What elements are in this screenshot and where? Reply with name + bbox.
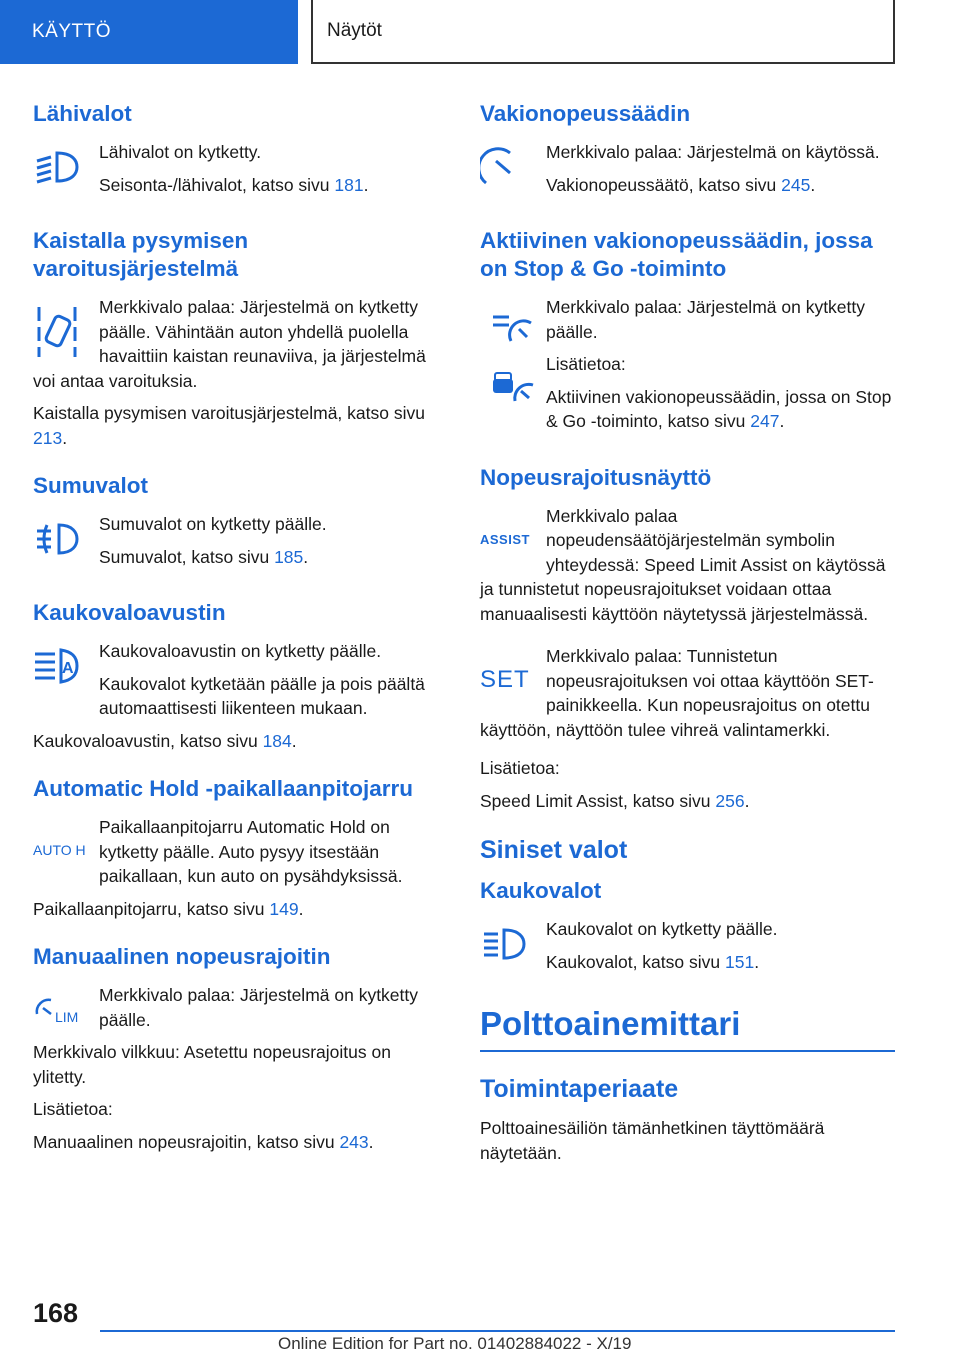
kauko-ref-text bbox=[33, 729, 447, 754]
kaista-text: Merkkivalo palaa: Järjestelmä on kytketty päälle. Vähintään auton yhdellä puolella havaittiin kaistan reunaviiva, ja järjestelmä voi antaa varoituksia. bbox=[33, 297, 426, 391]
lahivalot-text: Lähivalot on kytketty. bbox=[99, 142, 262, 162]
hold-text: Paikallaanpitojarru Automatic Hold on kytketty päälle. Auto pysyy itsestään paikallaan, kun auto on pysähdyksissä. bbox=[99, 817, 403, 886]
ref-end: . bbox=[744, 790, 750, 811]
page-link-243[interactable]: 243 bbox=[339, 1131, 369, 1152]
assist-icon bbox=[480, 504, 546, 576]
lane-departure-icon bbox=[33, 295, 99, 367]
page-link-184[interactable]: 184 bbox=[262, 730, 292, 751]
entry-vakio bbox=[480, 140, 895, 205]
section-hold bbox=[33, 775, 447, 921]
manual-text-3: Lisätietoa: bbox=[33, 1099, 113, 1119]
page-link-256[interactable]: 256 bbox=[715, 790, 745, 811]
kaukovalot-ref-text bbox=[546, 950, 895, 975]
ref-end: . bbox=[303, 546, 309, 567]
kaukovalot-text: Kaukovalot on kytketty päälle. bbox=[546, 919, 778, 939]
polttoaine-text: Polttoainesäiliön tämänhetkinen täyttömäärä näytetään. bbox=[480, 1118, 825, 1163]
heading-sumu: Sumuvalot bbox=[33, 473, 149, 498]
section-manual bbox=[33, 943, 447, 1154]
manual-text-2: Merkkivalo vilkkuu: Asetettu nopeusrajoitus on ylitetty. bbox=[33, 1042, 391, 1087]
ref-end: . bbox=[368, 1131, 374, 1152]
hold-ref-text bbox=[33, 897, 447, 922]
entry-kaukovalot bbox=[480, 917, 895, 982]
page-link-245[interactable]: 245 bbox=[781, 174, 811, 195]
svg-text:A: A bbox=[62, 660, 74, 677]
ref-label: Aktiivinen vakionopeussäädin, jossa on Stop & Go -toiminto, katso sivu bbox=[546, 386, 892, 431]
acc-ref-text bbox=[546, 385, 895, 434]
acc-text-2: Lisätietoa: bbox=[546, 354, 626, 374]
set-label: SET bbox=[480, 666, 530, 693]
kauko-text: Kaukovaloavustin on kytketty päälle. bbox=[99, 641, 382, 661]
ref-label: Paikallaanpitojarru, katso sivu bbox=[33, 898, 270, 919]
ref-label: Kaistalla pysymisen varoitusjärjestelmä, katso sivu bbox=[33, 403, 425, 423]
acc-distance-icon bbox=[489, 305, 537, 345]
sumu-text: Sumuvalot on kytketty päälle. bbox=[99, 514, 327, 534]
page-header bbox=[0, 0, 960, 66]
section-tab: Näytöt bbox=[311, 0, 895, 64]
vakio-ref-text bbox=[546, 173, 895, 198]
section-kaista bbox=[33, 227, 447, 450]
entry-assist bbox=[480, 504, 895, 627]
ref-end: . bbox=[779, 411, 785, 431]
entry-lahivalot bbox=[33, 140, 447, 205]
left-column bbox=[33, 100, 447, 1176]
fog-light-icon bbox=[33, 512, 99, 566]
page-link-151[interactable]: 151 bbox=[724, 951, 755, 972]
heading-kaista: Kaistalla pysymisen varoitusjärjestelmä bbox=[33, 228, 249, 281]
page-link-185[interactable]: 185 bbox=[274, 546, 304, 567]
heading-toimintaperiaate: Toimintaperiaate bbox=[480, 1075, 679, 1103]
heading-siniset: Siniset valot bbox=[480, 836, 628, 864]
sumu-ref-text bbox=[99, 545, 447, 570]
section-siniset bbox=[480, 835, 895, 982]
page-link-247[interactable]: 247 bbox=[750, 411, 780, 431]
high-beam-icon bbox=[480, 917, 546, 971]
chapter-tab: KÄYTTÖ bbox=[0, 0, 298, 64]
heading-polttoaine: Polttoainemittari bbox=[480, 1004, 895, 1052]
speed-limiter-icon bbox=[33, 983, 99, 1037]
vakio-text: Merkkivalo palaa: Järjestelmä on käytössä. bbox=[546, 142, 880, 162]
manual-ref-text bbox=[33, 1130, 447, 1155]
ref-label: Seisonta-/lähivalot, katso sivu bbox=[99, 174, 335, 195]
acc-icons bbox=[480, 295, 546, 415]
acc-text: Merkkivalo palaa: Järjestelmä on kytketty päälle. bbox=[546, 297, 866, 342]
low-beam-icon bbox=[33, 140, 99, 194]
entry-sumu bbox=[33, 512, 447, 577]
section-acc bbox=[480, 227, 895, 442]
lim-label: LIM bbox=[55, 1009, 79, 1025]
page-number: 168 bbox=[33, 1298, 79, 1328]
heading-kaukovalot: Kaukovalot bbox=[480, 878, 602, 903]
acc-car-icon bbox=[489, 365, 537, 405]
heading-vakio: Vakionopeussäädin bbox=[480, 101, 691, 126]
heading-hold: Automatic Hold -paikallaanpitojarru bbox=[33, 776, 414, 801]
rajoitus-ref-text bbox=[480, 789, 895, 814]
rajoitus-text-2: Merkkivalo palaa: Tunnistetun nopeusrajoituksen voi ottaa käyttöön SET-painikkeella. Kun nopeusrajoitus on otettu käyttöön, näyttöön tulee vihreä valintamerkki. bbox=[480, 646, 874, 740]
section-sumu bbox=[33, 472, 447, 577]
rajoitus-text: Merkkivalo palaa nopeudensäätöjärjestelmän symbolin yhteydessä: Speed Limit Assist on käytössä ja tunnistetut nopeusrajoitukset voidaan ottaa manuaalisesti käyttöön näytetyssä järjestelmässä. bbox=[480, 505, 886, 624]
section-rajoitus bbox=[480, 464, 895, 814]
manual-text: Merkkivalo palaa: Järjestelmä on kytketty päälle. bbox=[99, 985, 419, 1030]
kaista-ref-text bbox=[33, 401, 447, 450]
section-kaukovaloavustin bbox=[33, 599, 447, 753]
right-column bbox=[480, 100, 895, 1187]
entry-acc bbox=[480, 295, 895, 442]
heading-lahivalot: Lähivalot bbox=[33, 101, 132, 126]
kauko-text-2: Kaukovalot kytketään päälle ja pois päältä automaattisesti liikenteen mukaan. bbox=[99, 673, 425, 718]
entry-manual bbox=[33, 983, 447, 1154]
heading-rajoitus: Nopeusrajoitusnäyttö bbox=[480, 464, 712, 490]
ref-label: Kaukovaloavustin, katso sivu bbox=[33, 730, 263, 751]
ref-label: Sumuvalot, katso sivu bbox=[99, 546, 275, 567]
assist-label: ASSIST bbox=[480, 532, 530, 547]
ref-end: . bbox=[291, 730, 297, 751]
section-lahivalot bbox=[33, 100, 447, 205]
ref-end: . bbox=[810, 174, 816, 195]
ref-end: . bbox=[298, 898, 304, 919]
ref-end: . bbox=[363, 174, 369, 195]
ref-end: . bbox=[62, 427, 68, 448]
ref-label: Vakionopeussäätö, katso sivu bbox=[546, 174, 782, 195]
page-link-149[interactable]: 149 bbox=[269, 898, 299, 919]
lahivalot-ref-text bbox=[99, 173, 447, 198]
ref-label: Kaukovalot, katso sivu bbox=[546, 951, 725, 972]
entry-hold bbox=[33, 815, 447, 921]
rajoitus-text-3: Lisätietoa: bbox=[480, 758, 560, 778]
footer-divider bbox=[100, 1330, 895, 1332]
auto-hold-icon bbox=[33, 815, 99, 885]
ref-end: . bbox=[754, 951, 760, 972]
ref-label: Manuaalinen nopeusrajoitin, katso sivu bbox=[33, 1131, 340, 1152]
page-link-181[interactable]: 181 bbox=[334, 174, 364, 195]
entry-kaista bbox=[33, 295, 447, 450]
set-icon bbox=[480, 644, 546, 716]
heading-manual: Manuaalinen nopeusrajoitin bbox=[33, 944, 331, 969]
entry-set bbox=[480, 644, 895, 742]
edition-text: Online Edition for Part no. 01402884022 - X/19 bbox=[278, 1334, 632, 1353]
ref-label: Speed Limit Assist, katso sivu bbox=[480, 790, 716, 811]
cruise-control-icon bbox=[480, 140, 546, 194]
high-beam-assist-icon bbox=[33, 639, 99, 693]
auto-hold-label: AUTO H bbox=[33, 842, 86, 858]
page-link-213[interactable]: 213 bbox=[33, 427, 63, 448]
entry-kauko bbox=[33, 639, 447, 753]
heading-kauko: Kaukovaloavustin bbox=[33, 600, 226, 625]
heading-acc: Aktiivinen vakionopeussäädin, jossa on Stop & Go -toiminto bbox=[480, 228, 873, 281]
section-vakio bbox=[480, 100, 895, 205]
section-polttoaine bbox=[480, 1004, 895, 1165]
